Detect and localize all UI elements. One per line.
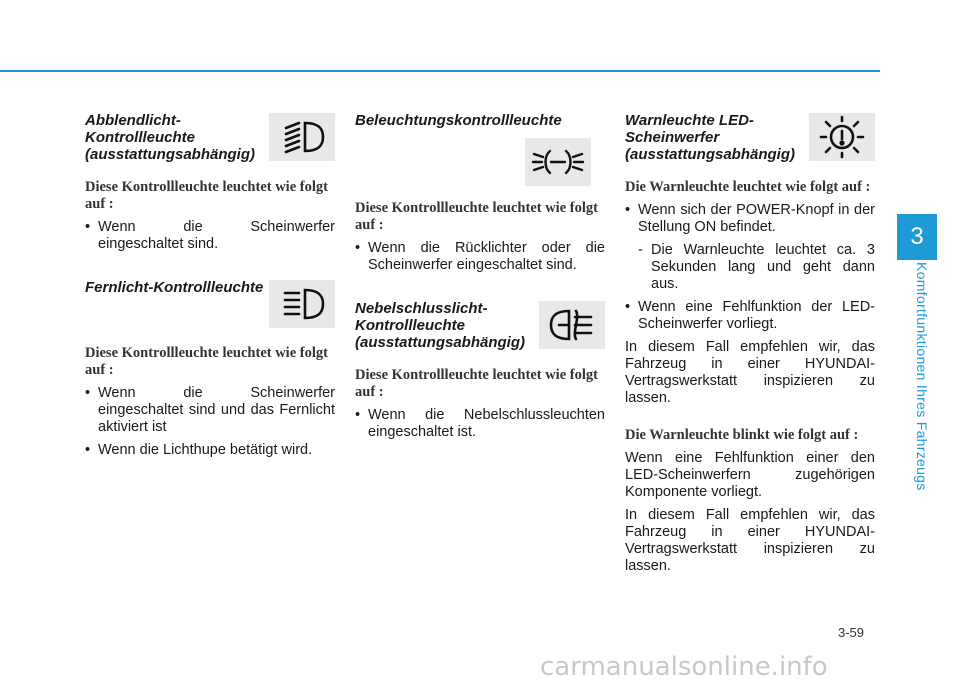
- section-heading: Nebelschlusslicht-Kontrollleuchte (ausstattungsabhängig): [355, 300, 526, 351]
- section-subheading: Diese Kontrollleuchte leuchtet wie folgt auf :: [355, 367, 598, 400]
- column-1: [85, 112, 335, 485]
- chapter-number-tab: 3: [897, 214, 937, 260]
- column-2: [355, 112, 605, 467]
- tail-lamp-icon: [525, 138, 591, 186]
- dash-item: - Die Warnleuchte leuchtet ca. 3 Sekunden lang und geht dann aus.: [625, 242, 875, 293]
- section-subheading: Die Warnleuchte blinkt wie folgt auf :: [625, 427, 859, 443]
- chapter-title: Komfortfunktionen Ihres Fahrzeugs: [914, 262, 930, 491]
- section-subheading: Diese Kontrollleuchte leuchtet wie folgt auf :: [355, 200, 598, 233]
- spacer: [625, 413, 875, 427]
- low-beam-icon: [269, 113, 335, 161]
- bullet-item: • Wenn die Nebelschlussleuchten eingeschaltet ist.: [355, 407, 605, 441]
- section-rear-fog: [355, 300, 605, 441]
- bullet-item: • Wenn die Lichthupe betätigt wird.: [85, 442, 335, 459]
- section-heading: Fernlicht-Kontrollleuchte: [85, 279, 264, 296]
- column-3: [625, 112, 875, 601]
- bullet-item: • Wenn eine Fehlfunktion der LED-Scheinwerfer vorliegt.: [625, 299, 875, 333]
- rear-fog-icon: [539, 301, 605, 349]
- section-lighting: [355, 112, 605, 274]
- high-beam-icon: [269, 280, 335, 328]
- section-heading: Abblendlicht-Kontrollleuchte (ausstattungsabhängig): [85, 112, 256, 163]
- bullet-item: • Wenn die Scheinwerfer eingeschaltet sind und das Fernlicht aktiviert ist: [85, 385, 335, 436]
- section-subheading: Diese Kontrollleuchte leuchtet wie folgt auf :: [85, 345, 328, 378]
- paragraph: In diesem Fall empfehlen wir, das Fahrzeug in einer HYUNDAI-Vertragswerkstatt inspizieren zu lassen.: [625, 507, 875, 574]
- section-led-warning: [625, 112, 875, 575]
- bullet-item: • Wenn die Scheinwerfer eingeschaltet sind.: [85, 219, 335, 253]
- bullet-item: • Wenn sich der POWER-Knopf in der Stellung ON befindet.: [625, 202, 875, 236]
- paragraph: In diesem Fall empfehlen wir, das Fahrzeug in einer HYUNDAI-Vertragswerkstatt inspizieren zu lassen.: [625, 339, 875, 406]
- header-rule: [0, 70, 880, 72]
- section-low-beam: [85, 112, 335, 253]
- section-subheading: Diese Kontrollleuchte leuchtet wie folgt auf :: [85, 179, 328, 212]
- led-headlamp-warning-icon: [809, 113, 875, 161]
- bullet-item: • Wenn die Rücklichter oder die Scheinwerfer eingeschaltet sind.: [355, 240, 605, 274]
- paragraph: Wenn eine Fehlfunktion einer den LED-Scheinwerfern zugehörigen Komponente vorliegt.: [625, 450, 875, 500]
- section-heading: Beleuchtungskontrollleuchte: [355, 112, 562, 129]
- section-heading: Warnleuchte LED-Scheinwerfer (ausstattungsabhängig): [625, 112, 796, 163]
- page-number: 3-59: [838, 625, 865, 640]
- section-subheading: Die Warnleuchte leuchtet wie folgt auf :: [625, 179, 871, 195]
- watermark: carmanualsonline.info: [540, 652, 828, 682]
- section-high-beam: [85, 279, 335, 459]
